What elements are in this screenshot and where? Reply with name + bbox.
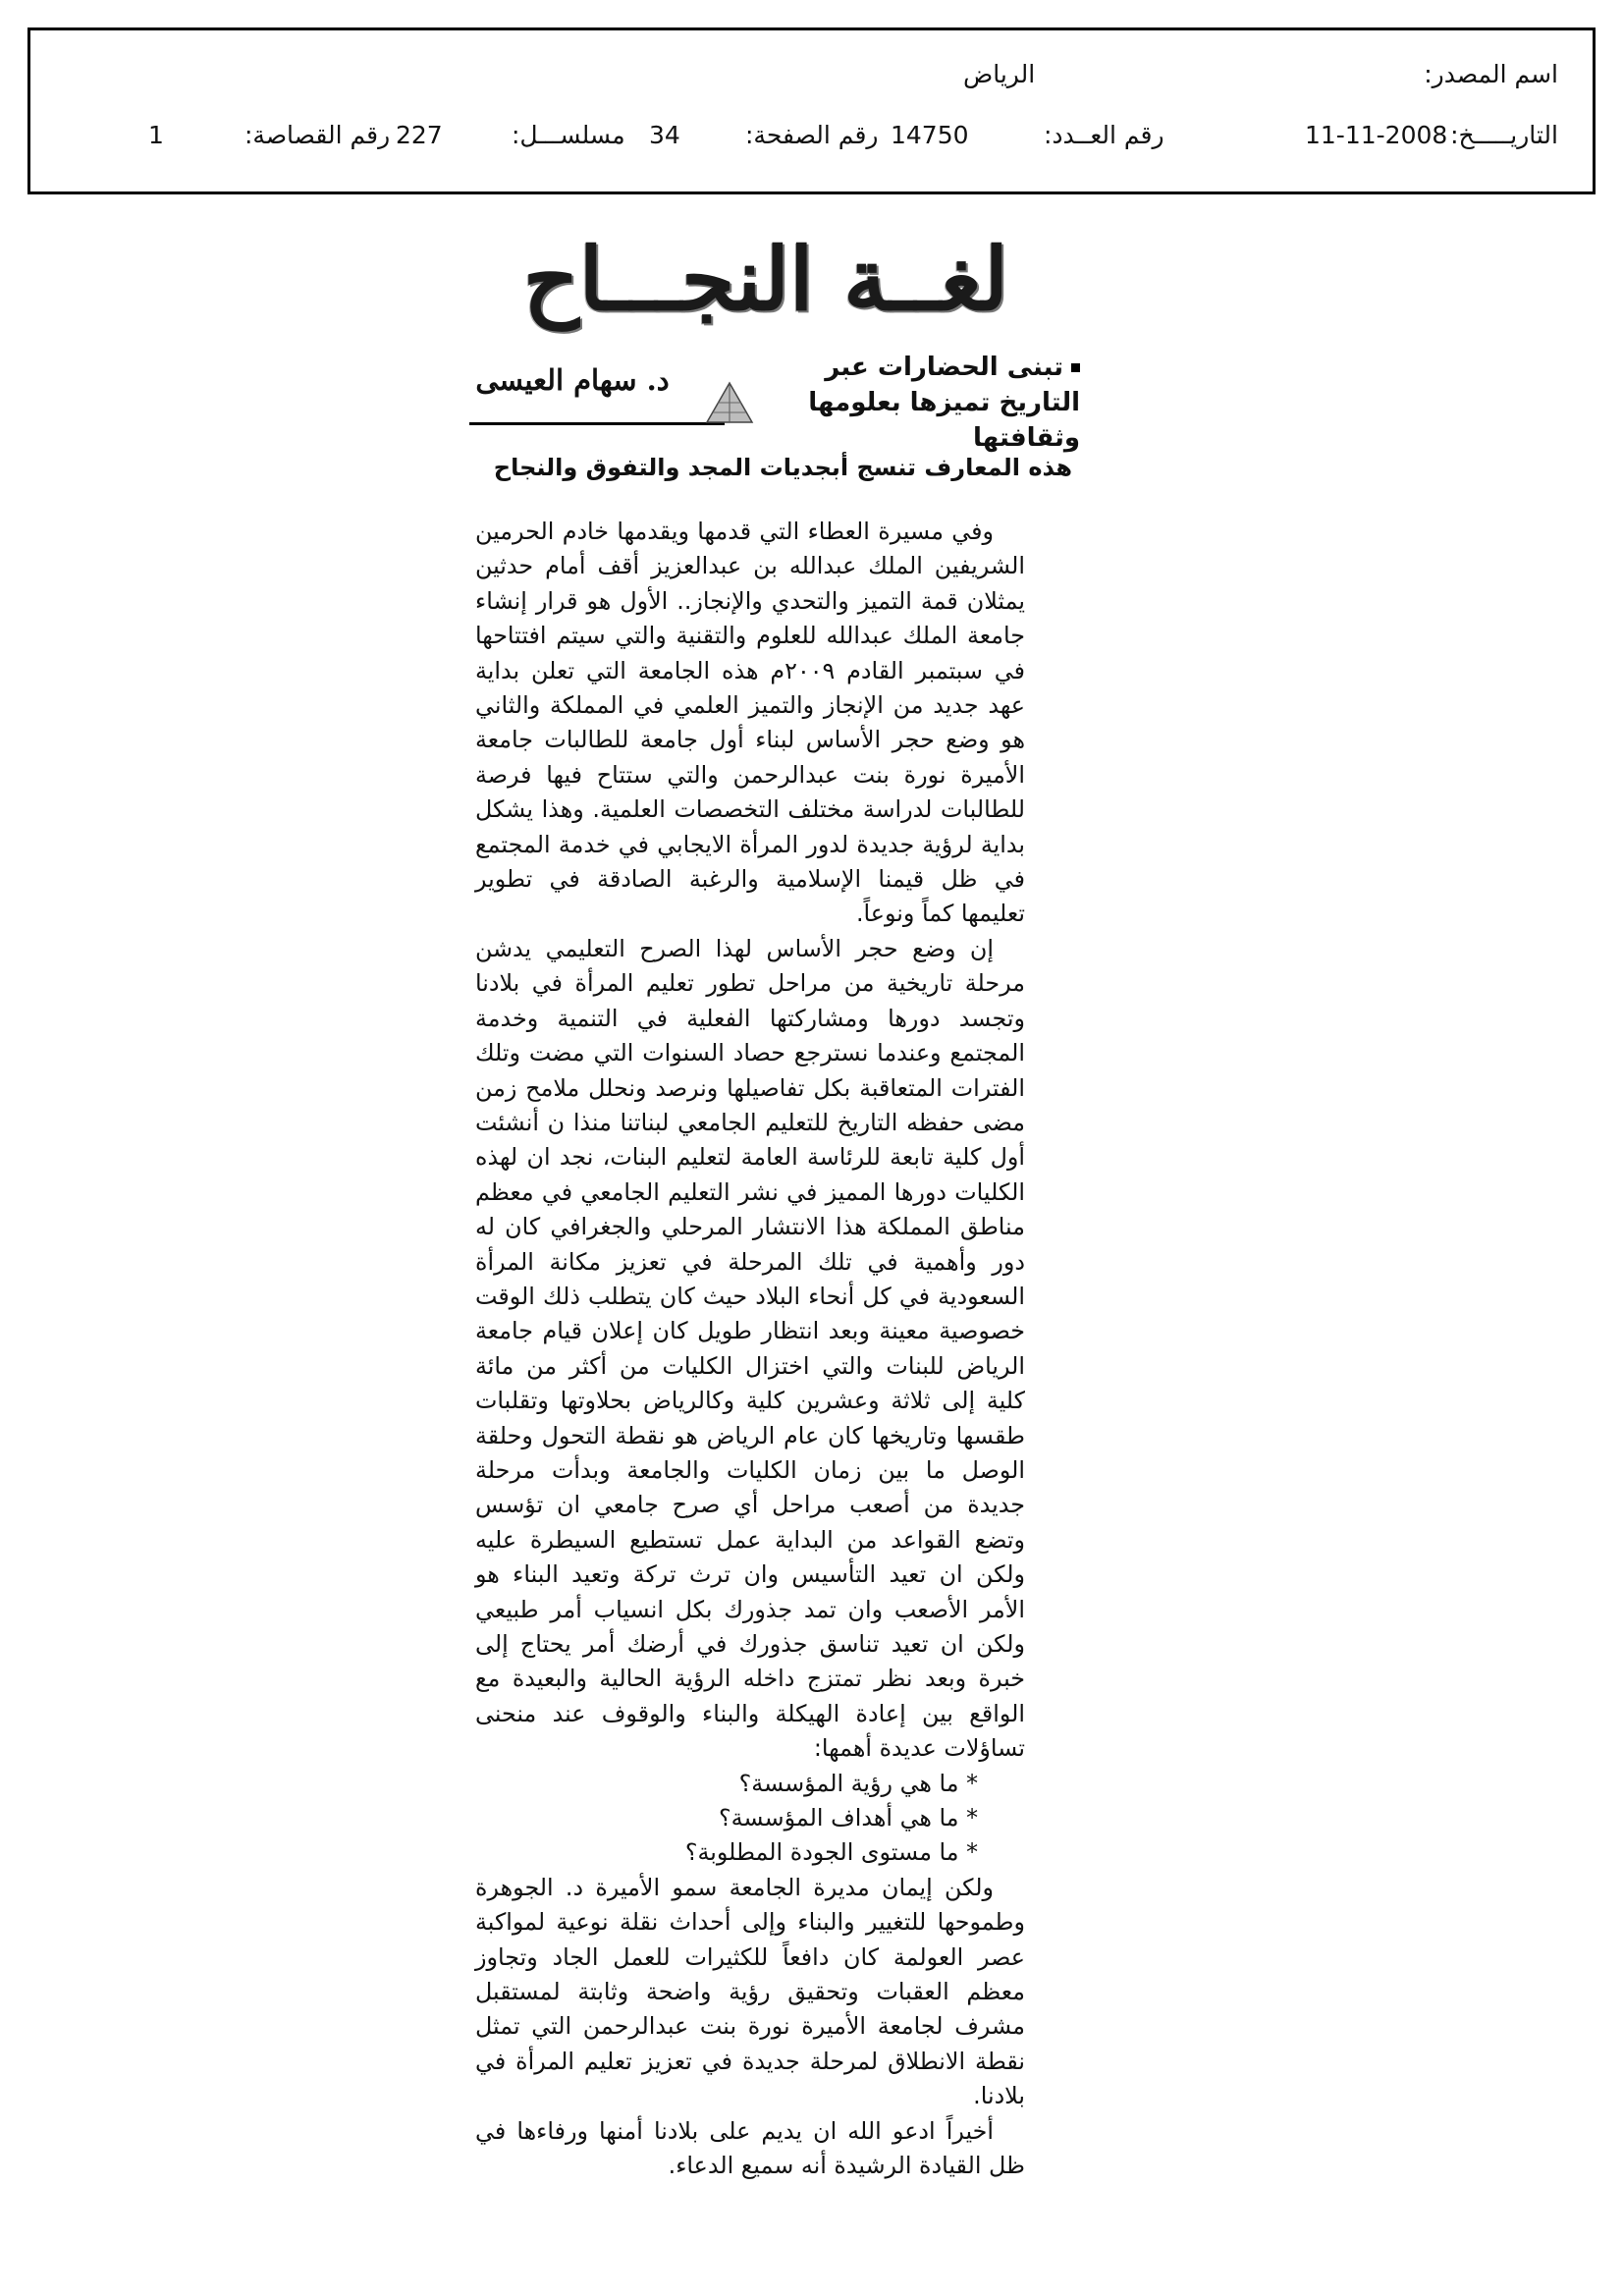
serial-value: 227	[396, 121, 443, 149]
article-body	[475, 515, 1025, 2184]
question-list	[475, 1767, 1025, 1871]
page-value: 34	[649, 121, 680, 149]
question-item: * ما هي أهداف المؤسسة؟	[475, 1801, 978, 1835]
deck-bullet-icon	[1071, 363, 1080, 372]
serial-label: مسلســـل:	[512, 121, 625, 149]
author-byline: د. سهام العيسى	[475, 363, 670, 397]
author-block	[469, 363, 725, 432]
page-label: رقم الصفحة:	[745, 121, 879, 149]
question-item: * ما هي رؤية المؤسسة؟	[475, 1767, 978, 1801]
source-label: اسم المصدر:	[1424, 60, 1558, 88]
article-subhead: هذه المعارف تنسج أبجديات المجد والتفوق والنجاح	[493, 454, 1072, 481]
clip-value: 1	[148, 121, 164, 149]
clip-label: رقم القصاصة:	[244, 121, 391, 149]
body-paragraph: إن وضع حجر الأساس لهذا الصرح التعليمي يدشن مرحلة تاريخية من مراحل تطور تعليم المرأة في بلادنا وتجسد دورها ومشاركتها الفعلية في التنمية وخدمة المجتمع وعندما نسترجع حصاد السنوات التي مضت وتلك الفترات المتعاقبة بكل تفاصيلها ونرصد ونحلل ملامح زمن مضى حفظه التاريخ للتعليم الجامعي لبناتنا منذا ن أنشئت أول كلية تابعة للرئاسة العامة لتعليم البنات، نجد ان لهذه الكليات دورها المميز في نشر التعليم الجامعي في معظم مناطق المملكة هذا الانتشار المرحلي والجغرافي كان له دور وأهمية في تلك المرحلة في تعزيز مكانة المرأة السعودية في كل أنحاء البلاد حيث كان يتطلب ذلك الوقت خصوصية معينة وبعد انتظار طويل كان إعلان قيام جامعة الرياض للبنات والتي اختزال الكليات من أكثر من مائة كلية إلى ثلاثة وعشرين كلية وكالرياض بحلاوتها وتقلبات طقسها وتاريخها كان عام الرياض هو نقطة التحول وحلقة الوصل ما بين زمان الكليات والجامعة وبدأت مرحلة جديدة من أصعب مراحل أي صرح جامعي ان تؤسس وتضع القواعد من البداية عمل تستطيع السيطرة عليه ولكن ان تعيد التأسيس وان ترث تركة وتعيد البناء هو الأمر الأصعب وان تمد جذورك بكل انسياب أمر طبيعي ولكن ان تعيد تناسق جذورك في أرضك أمر يحتاج إلى خبرة وبعد نظر تمتزج داخله الرؤية الحالية والبعيدة مع الواقع بين إعادة الهيكلة والبناء والوقوف عند منحنى تساؤلات عديدة أهمها:	[475, 934, 1025, 1763]
date-label: التاريـــــخ:	[1450, 121, 1558, 149]
body-paragraph: ولكن إيمان مديرة الجامعة سمو الأميرة د. الجوهرة وطموحها للتغيير والبناء وإلى أحداث نقلة نوعية لمواكبة عصر العولمة كان دافعاً للكثيرات للعمل الجاد وتجاوز معظم العقبات وتحقيق رؤية واضحة وثابتة لمستقبل مشرف لجامعة الأميرة نورة بنت عبدالرحمن التي تمثل نقطة الانطلاق لمرحلة جديدة في تعزيز تعليم المرأة في بلادنا.	[475, 1873, 1025, 2110]
source-value: الرياض	[963, 60, 1036, 88]
date-value: 11-11-2008	[1305, 121, 1448, 149]
author-rule	[469, 422, 725, 425]
body-paragraph: أخيراً ادعو الله ان يديم على بلادنا أمنها ورفاءها في ظل القيادة الرشيدة أنه سميع الدعاء.	[475, 2116, 1025, 2180]
question-item: * ما مستوى الجودة المطلوبة؟	[475, 1835, 978, 1870]
body-paragraph: وفي مسيرة العطاء التي قدمها ويقدمها خادم الحرمين الشريفين الملك عبدالله بن عبدالعزيز أقف أمام حدثين يمثلان قمة التميز والتحدي والإنجاز.. الأول هو قرار إنشاء جامعة الملك عبدالله للعلوم والتقنية والتي سيتم افتتاحها في سبتمبر القادم ٢٠٠٩م هذه الجامعة التي تعلن بداية عهد جديد من الإنجاز والتميز العلمي في المملكة والثاني هو وضع حجر الأساس لبناء أول جامعة للطالبات جامعة الأميرة نورة بنت عبدالرحمن والتي ستتاح فيها فرصة للطالبات لدراسة مختلف التخصصات العلمية. وهذا يشكل بداية لرؤية جديدة لدور المرأة الايجابي في خدمة المجتمع في ظل قيمنا الإسلامية والرغبة الصادقة في تطوير تعليمها كماً ونوعاً.	[475, 518, 1025, 928]
article-deck	[793, 350, 1080, 456]
clipping-header-box	[27, 27, 1596, 194]
issue-value: 14750	[891, 121, 969, 149]
issue-label: رقم العــدد:	[1044, 121, 1164, 149]
deck-text: تبنى الحضارات عبر التاريخ تميزها بعلومها وثقافتها	[808, 353, 1080, 453]
pyramid-logo-icon	[705, 381, 754, 424]
article-title: لغــة النجـــاح	[522, 228, 1009, 330]
